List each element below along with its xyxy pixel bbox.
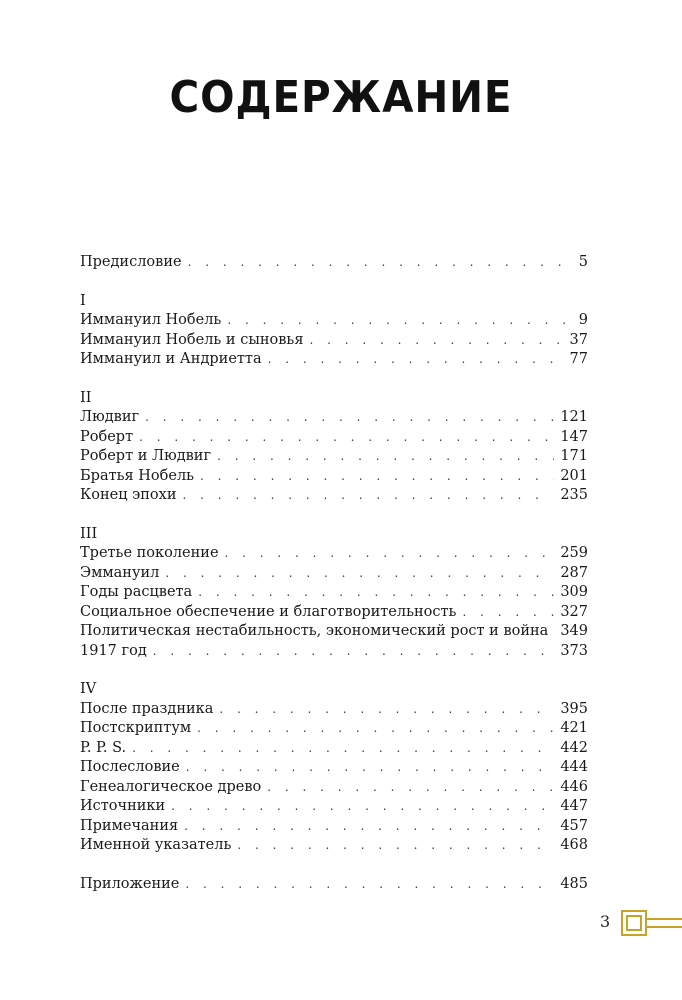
- toc-entry[interactable]: [80, 622, 588, 642]
- toc-entry-label: Людвиг: [80, 409, 140, 425]
- toc-entry[interactable]: [80, 739, 588, 759]
- toc-entry[interactable]: [80, 700, 588, 720]
- toc-entry-page: 309: [560, 584, 588, 600]
- toc-entry[interactable]: [80, 758, 588, 778]
- toc-entry-label: Иммануил и Андриетта: [80, 351, 262, 367]
- toc-entry-page: 421: [560, 720, 588, 736]
- dot-leader: [309, 331, 563, 351]
- toc-entry-page: 327: [560, 603, 588, 620]
- toc-entry-label: Политическая нестабильность, экономический рост и война: [80, 623, 549, 639]
- toc-entry-page: 9: [578, 312, 588, 328]
- toc-entry-label: Годы расцвета: [80, 584, 193, 600]
- toc-entry-label: Иммануил Нобель и сыновья: [80, 331, 304, 348]
- toc-entry-page: 5: [578, 254, 588, 270]
- toc-entry-appendix[interactable]: [80, 875, 588, 895]
- toc-entry-label: Эммануил: [80, 564, 160, 581]
- toc-entry[interactable]: [80, 583, 588, 603]
- toc-entry-label: P. P. S.: [80, 739, 127, 756]
- toc-entry-label: Социальное обеспечение и благотворительность: [80, 603, 457, 620]
- toc-entry-page: 442: [560, 739, 588, 756]
- toc-entry-page: 468: [560, 837, 588, 853]
- toc-entry[interactable]: [80, 447, 588, 467]
- toc-entry[interactable]: [80, 544, 588, 564]
- toc-entry-label: Именной указатель: [80, 837, 232, 853]
- toc-entry-page: 259: [560, 545, 588, 561]
- toc-entry[interactable]: [80, 564, 588, 584]
- dot-leader: [186, 758, 555, 778]
- toc-entry-label: Роберт: [80, 428, 134, 445]
- dot-leader: [225, 544, 555, 564]
- toc-entry-page: 457: [560, 817, 588, 834]
- toc-entry-label: Третье поколение: [80, 545, 219, 561]
- toc-entry-preface[interactable]: [80, 253, 588, 273]
- toc-entry-page: 395: [560, 700, 588, 717]
- toc-entry[interactable]: [80, 603, 588, 623]
- toc-entry-page: 235: [560, 487, 588, 503]
- section-numeral-3: III: [80, 525, 98, 542]
- toc-entry-label: 1917 год: [80, 642, 147, 659]
- toc-entry-page: 447: [560, 798, 588, 814]
- toc-entry[interactable]: [80, 719, 588, 739]
- toc-entry-page: 373: [560, 642, 588, 659]
- toc-entry-page: 287: [560, 564, 588, 581]
- toc-entry-page: 121: [560, 409, 588, 425]
- dot-leader: [185, 875, 554, 895]
- toc-entry-page: 37: [569, 331, 588, 348]
- dot-leader: [153, 642, 555, 662]
- dot-leader: [268, 350, 564, 370]
- toc-entry[interactable]: [80, 408, 588, 428]
- section-numeral-4: IV: [80, 681, 97, 697]
- toc-entry-label: Генеалогическое древо: [80, 778, 262, 795]
- toc-entry-page: 349: [560, 623, 588, 639]
- toc-entry[interactable]: [80, 778, 588, 798]
- dot-leader: [198, 583, 554, 603]
- dot-leader: [217, 447, 554, 467]
- toc-entry-label: Предисловие: [80, 254, 182, 270]
- dot-leader: [165, 564, 554, 584]
- toc-entry[interactable]: [80, 331, 588, 351]
- dot-leader: [132, 739, 554, 759]
- toc-entry-label: Послесловие: [80, 759, 180, 775]
- toc-entry-page: 446: [560, 778, 588, 795]
- toc-entry-label: Конец эпохи: [80, 487, 177, 503]
- toc-entry-label: Иммануил Нобель: [80, 312, 222, 328]
- section-numeral-2: II: [80, 389, 92, 406]
- dot-leader: [267, 778, 554, 798]
- dot-leader: [183, 486, 555, 506]
- toc-entry[interactable]: [80, 311, 588, 331]
- dot-leader: [197, 719, 554, 739]
- toc-entry[interactable]: [80, 642, 588, 662]
- toc-entry-label: Постскриптум: [80, 720, 192, 736]
- toc-entry-page: 485: [560, 875, 588, 892]
- toc-entry-label: Братья Нобель: [80, 467, 195, 484]
- toc-entry[interactable]: [80, 428, 588, 448]
- toc-entry-label: Источники: [80, 798, 166, 814]
- dot-leader: [219, 700, 554, 720]
- toc-entry-label: Примечания: [80, 817, 179, 834]
- toc-entry-page: 444: [560, 759, 588, 775]
- dot-leader: [184, 817, 554, 837]
- dot-leader: [171, 797, 554, 817]
- toc-entry-page: 171: [560, 448, 588, 464]
- toc-entry-page: 77: [569, 351, 588, 367]
- toc-entry-label: Приложение: [80, 875, 180, 892]
- page-number: 3: [600, 912, 611, 931]
- toc-entry-label: После праздника: [80, 700, 214, 717]
- dot-leader: [462, 603, 554, 623]
- dot-leader: [200, 467, 554, 487]
- toc-entry[interactable]: [80, 467, 588, 487]
- toc-entry-label: Роберт и Людвиг: [80, 448, 212, 464]
- toc-entry[interactable]: [80, 817, 588, 837]
- toc-entry-page: 201: [560, 467, 588, 484]
- toc-entry[interactable]: [80, 797, 588, 817]
- gold-key-ornament-icon: [620, 909, 682, 941]
- dot-leader: [145, 408, 554, 428]
- dot-leader: [227, 311, 572, 331]
- dot-leader: [139, 428, 554, 448]
- dot-leader: [237, 836, 554, 856]
- toc-entry-page: 147: [560, 428, 588, 445]
- table-of-contents: [80, 253, 588, 894]
- toc-entry[interactable]: [80, 350, 588, 370]
- dot-leader: [188, 253, 573, 273]
- toc-entry[interactable]: [80, 486, 588, 506]
- section-numeral-1: I: [80, 292, 86, 309]
- toc-entry[interactable]: [80, 836, 588, 856]
- page-title: СОДЕРЖАНИЕ: [169, 72, 513, 123]
